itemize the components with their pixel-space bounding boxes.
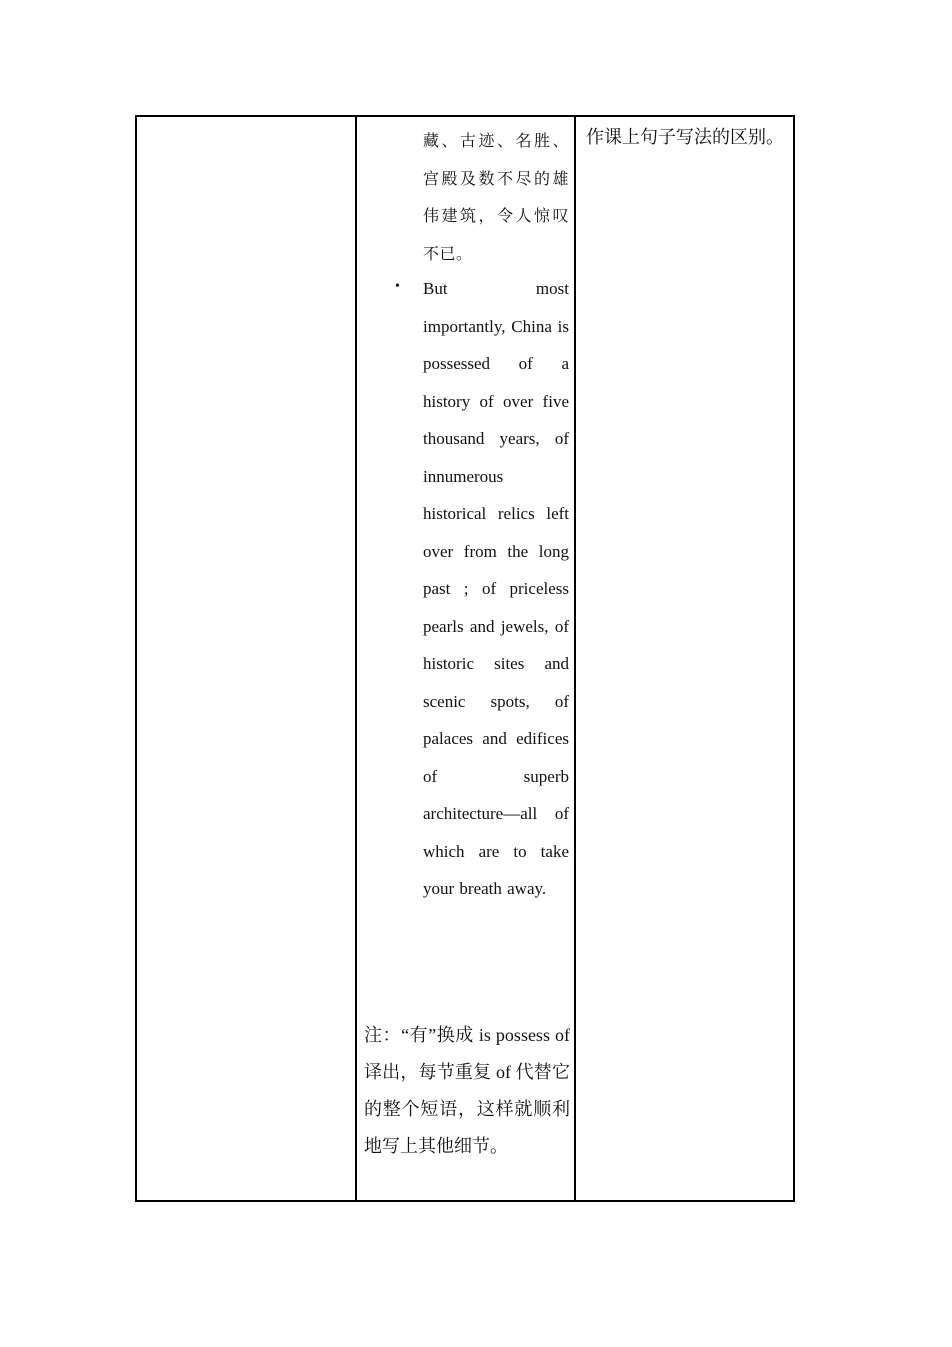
table-cell-middle <box>357 117 576 1200</box>
table-cell-right <box>576 117 793 1200</box>
english-translation-text: But most importantly, China is possessed of a history of over five thousand years, of innumerous historical relics left over from the long past ; of priceless pearls and jewels, of historic sites and scenic spots, of palaces and edifices of superb architecture—all of which are to take your breath away. <box>423 279 569 898</box>
table-cell-left <box>137 117 357 1200</box>
translation-note: 注：“有”换成 is possess of 译出，每节重复 of 代替它的整个短语，这样就顺利地写上其他细节。 <box>364 1025 570 1156</box>
bullet-icon: • <box>395 279 400 294</box>
chinese-continuation-text: 藏、古迹、名胜、宫殿及数不尽的雄伟建筑，令人惊叹不已。 <box>423 133 569 263</box>
right-cell-text: 作课上句子写法的区别。 <box>586 127 784 147</box>
document-table <box>135 115 795 1202</box>
